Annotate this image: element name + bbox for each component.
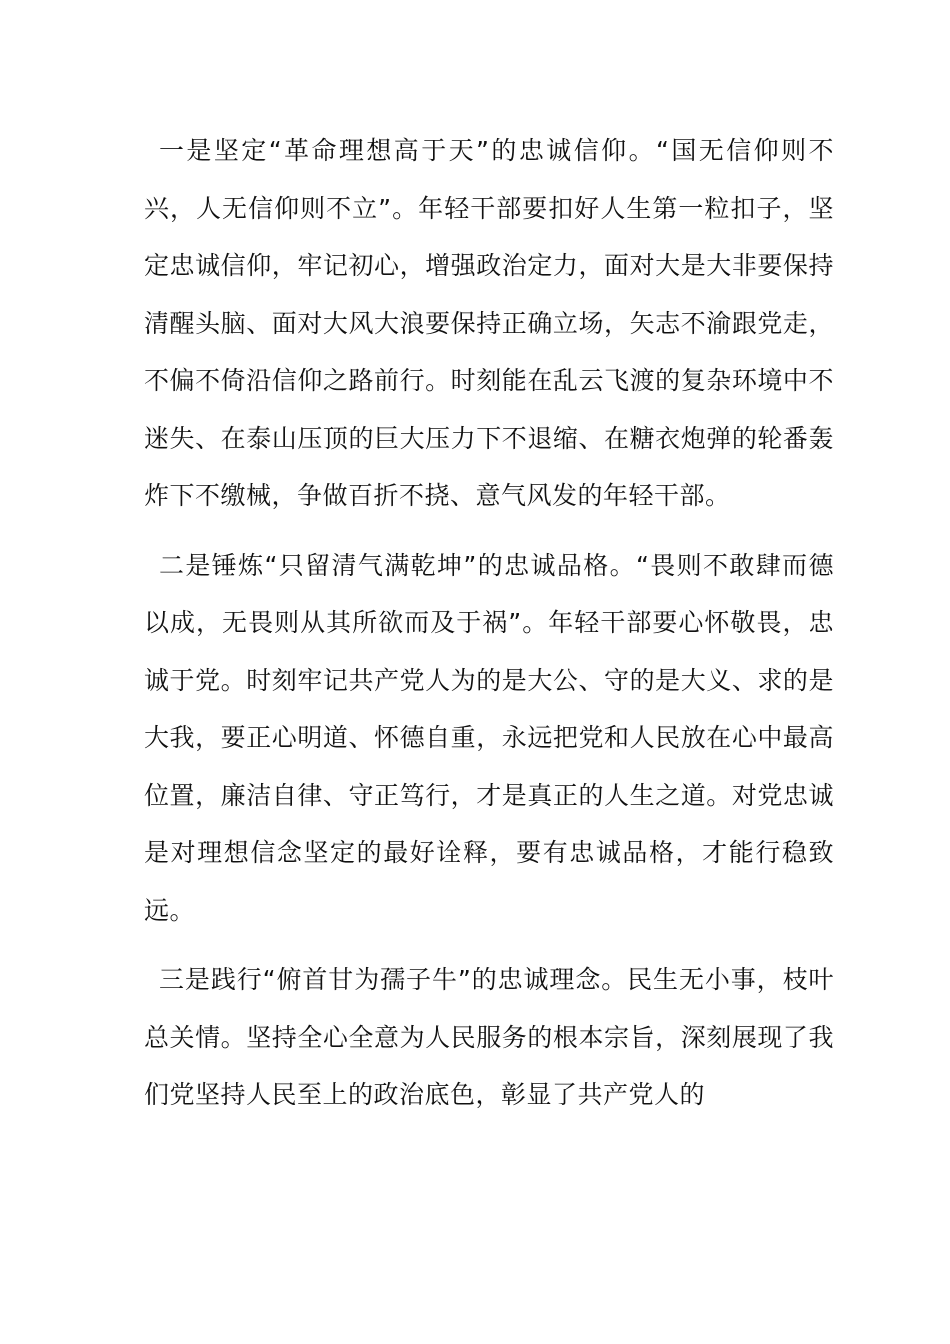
document-body bbox=[144, 122, 834, 1124]
paragraph-3: 三是践行“俯首甘为孺子牛”的忠诚理念。民生无小事，枝叶总关情。坚持全心全意为人民服务的根本宗旨，深刻展现了我们党坚持人民至上的政治底色，彰显了共产党人的 bbox=[144, 965, 834, 1109]
paragraph-1: 一是坚定“革命理想高于天”的忠诚信仰。“国无信仰则不兴，人无信仰则不立”。年轻干部要扣好人生第一粒扣子，坚定忠诚信仰，牢记初心，增强政治定力，面对大是大非要保持清醒头脑、面对大风大浪要保持正确立场，矢志不渝跟党走，不偏不倚沿信仰之路前行。时刻能在乱云飞渡的复杂环境中不迷失、在泰山压顶的巨大压力下不退缩、在糖衣炮弹的轮番轰炸下不缴械，争做百折不挠、意气风发的年轻干部。 bbox=[144, 136, 834, 510]
paragraph-2: 二是锤炼“只留清气满乾坤”的忠诚品格。“畏则不敢肆而德以成，无畏则从其所欲而及于祸”。年轻干部要心怀敬畏，忠诚于党。时刻牢记共产党人为的是大公、守的是大义、求的是大我，要正心明道、怀德自重，永远把党和人民放在心中最高位置，廉洁自律、守正笃行，才是真正的人生之道。对党忠诚是对理想信念坚定的最好诠释，要有忠诚品格，才能行稳致远。 bbox=[144, 550, 834, 925]
